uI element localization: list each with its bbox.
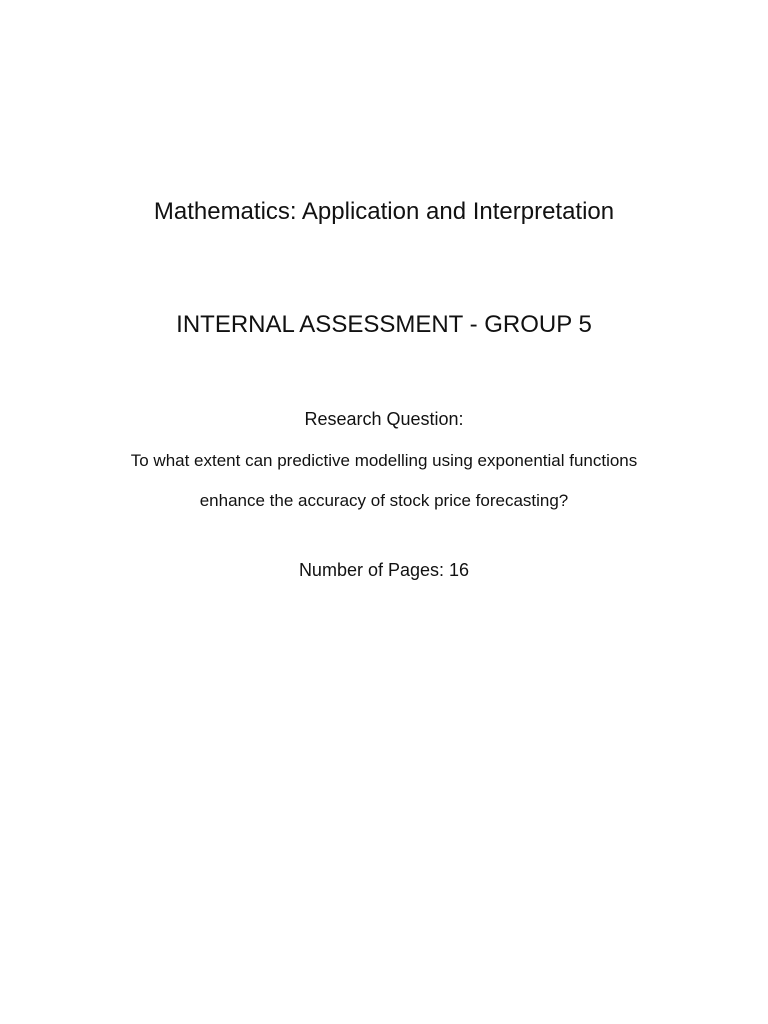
page-count: Number of Pages: 16 <box>298 560 470 580</box>
research-question-line-1: To what extent can predictive modelling using exponential functions <box>130 451 638 470</box>
assessment-title: INTERNAL ASSESSMENT - GROUP 5 <box>176 311 592 338</box>
research-question-line-2: enhance the accuracy of stock price forecasting? <box>199 491 569 510</box>
subject-title: Mathematics: Application and Interpretation <box>153 198 615 225</box>
research-question-label: Research Question: <box>304 409 464 429</box>
